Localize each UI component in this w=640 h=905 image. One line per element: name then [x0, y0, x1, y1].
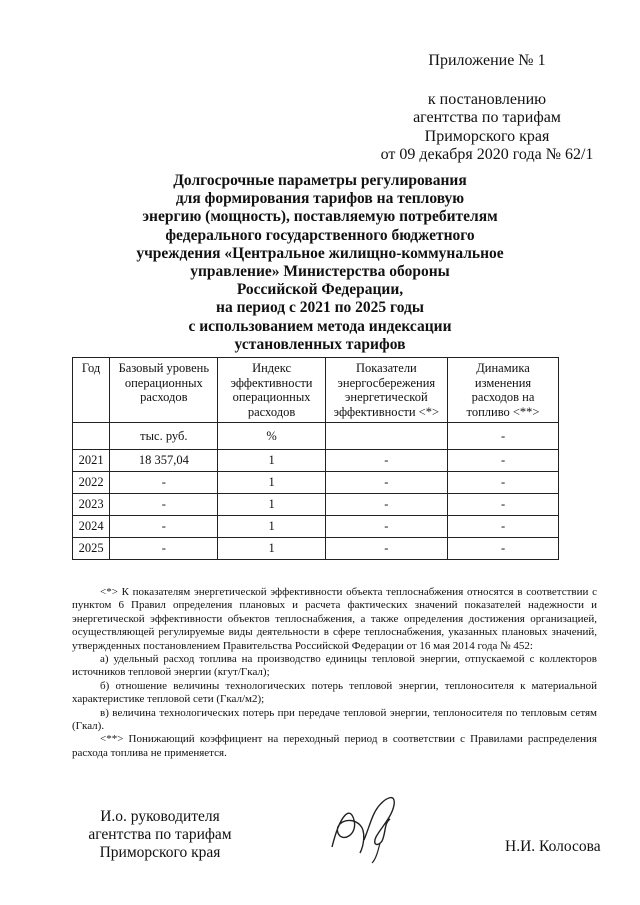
appendix-line: агентства по тарифам — [413, 109, 561, 126]
cell-efficiency-index: 1 — [218, 516, 325, 538]
cell-base-level: 18 357,04 — [110, 450, 218, 472]
title-line: учреждения «Центральное жилищно-коммунальное — [136, 244, 504, 262]
table-header-row — [73, 358, 559, 423]
cell-year: 2022 — [73, 472, 110, 494]
unit-cell: - — [448, 423, 559, 450]
cell-efficiency-index: 1 — [218, 538, 325, 560]
cell-efficiency-index: 1 — [218, 472, 325, 494]
cell-base-level: - — [110, 538, 218, 560]
cell-energy-saving: - — [325, 472, 447, 494]
title-line: на период с 2021 по 2025 годы — [216, 299, 424, 317]
table-row — [73, 450, 559, 472]
footnote-paragraph: а) удельный расход топлива на производство единицы тепловой энергии, отпускаемой с коллекторов источников тепловой энергии (кгут/Гкал); — [72, 653, 597, 679]
header-base-level: Базовый уровень операционных расходов — [110, 358, 218, 423]
title-line: с использованием метода индексации — [188, 317, 452, 335]
header-year: Год — [73, 358, 110, 423]
cell-year: 2021 — [73, 450, 110, 472]
signatory-position-line: И.о. руководителя — [100, 808, 220, 825]
cell-efficiency-index: 1 — [218, 494, 325, 516]
cell-year: 2024 — [73, 516, 110, 538]
cell-energy-saving: - — [325, 450, 447, 472]
table-row — [73, 472, 559, 494]
header-energy-saving: Показатели энергосбережения энергетической эффективности <*> — [325, 358, 447, 423]
parameters-table — [72, 357, 559, 560]
cell-energy-saving: - — [325, 516, 447, 538]
signatory-position-line: Приморского края — [99, 844, 221, 861]
appendix-line: Приморского края — [424, 127, 550, 145]
table-units-row — [73, 423, 559, 450]
signatory-name: Н.И. Колосова — [505, 838, 601, 855]
signatory-position-line: агентства по тарифам — [88, 826, 232, 843]
title-line: энергию (мощность), поставляемую потребителям — [142, 208, 498, 226]
cell-base-level: - — [110, 516, 218, 538]
table-row — [73, 516, 559, 538]
title-line: федерального государственного бюджетного — [165, 226, 475, 244]
cell-year: 2023 — [73, 494, 110, 516]
unit-cell — [325, 423, 447, 450]
appendix-number: Приложение № 1 — [428, 52, 546, 69]
header-efficiency-index: Индекс эффективности операционных расходов — [218, 358, 325, 423]
table-row — [73, 494, 559, 516]
unit-cell: % — [218, 423, 325, 450]
footnote-paragraph: <**> Понижающий коэффициент на переходный период в соответствии с Правилами распределения расхода топлива не применяется. — [72, 733, 597, 759]
footnotes — [72, 586, 597, 760]
appendix-block — [372, 52, 602, 165]
table-row — [73, 538, 559, 560]
title-line: установленных тарифов — [234, 335, 406, 353]
cell-energy-saving: - — [325, 494, 447, 516]
cell-fuel-dynamics: - — [448, 538, 559, 560]
cell-year: 2025 — [73, 538, 110, 560]
cell-fuel-dynamics: - — [448, 516, 559, 538]
cell-energy-saving: - — [325, 538, 447, 560]
appendix-line: от 09 декабря 2020 года № 62/1 — [380, 146, 594, 163]
document-title — [80, 172, 560, 354]
cell-fuel-dynamics: - — [448, 494, 559, 516]
footnote-paragraph: б) отношение величины технологических потерь тепловой энергии, теплоносителя к материальной характеристике тепловой сети (Гкал/м2); — [72, 679, 597, 706]
title-line: для формирования тарифов на тепловую — [175, 190, 465, 208]
signatory-position — [80, 808, 240, 862]
cell-efficiency-index: 1 — [218, 450, 325, 472]
cell-fuel-dynamics: - — [448, 450, 559, 472]
title-line: Российской Федерации, — [236, 281, 404, 299]
cell-base-level: - — [110, 494, 218, 516]
cell-base-level: - — [110, 472, 218, 494]
cell-fuel-dynamics: - — [448, 472, 559, 494]
unit-cell — [73, 423, 110, 450]
appendix-line: к постановлению — [427, 90, 547, 108]
title-line: управление» Министерства обороны — [190, 263, 450, 281]
title-line: Долгосрочные параметры регулирования — [173, 172, 467, 189]
handwritten-signature — [320, 785, 410, 865]
footnote-paragraph: <*> К показателям энергетической эффективности объекта теплоснабжения относятся в соответствии с пунктом 6 Правил определения плановых и расчета фактических значений показателей надежности и энергетической эффективности объектов теплоснабжения, а также определения достижения организацией, осуществляющей регулируемые виды деятельности в сфере теплоснабжения, указанных плановых значений, утвержденных постановлением Правительства Российской Федерации от 16 мая 2014 года № 452: — [72, 586, 597, 652]
unit-cell: тыс. руб. — [110, 423, 218, 450]
header-fuel-dynamics: Динамика изменения расходов на топливо <**> — [448, 358, 559, 423]
footnote-paragraph: в) величина технологических потерь при передаче тепловой энергии, теплоносителя по тепловым сетям (Гкал). — [72, 706, 597, 733]
